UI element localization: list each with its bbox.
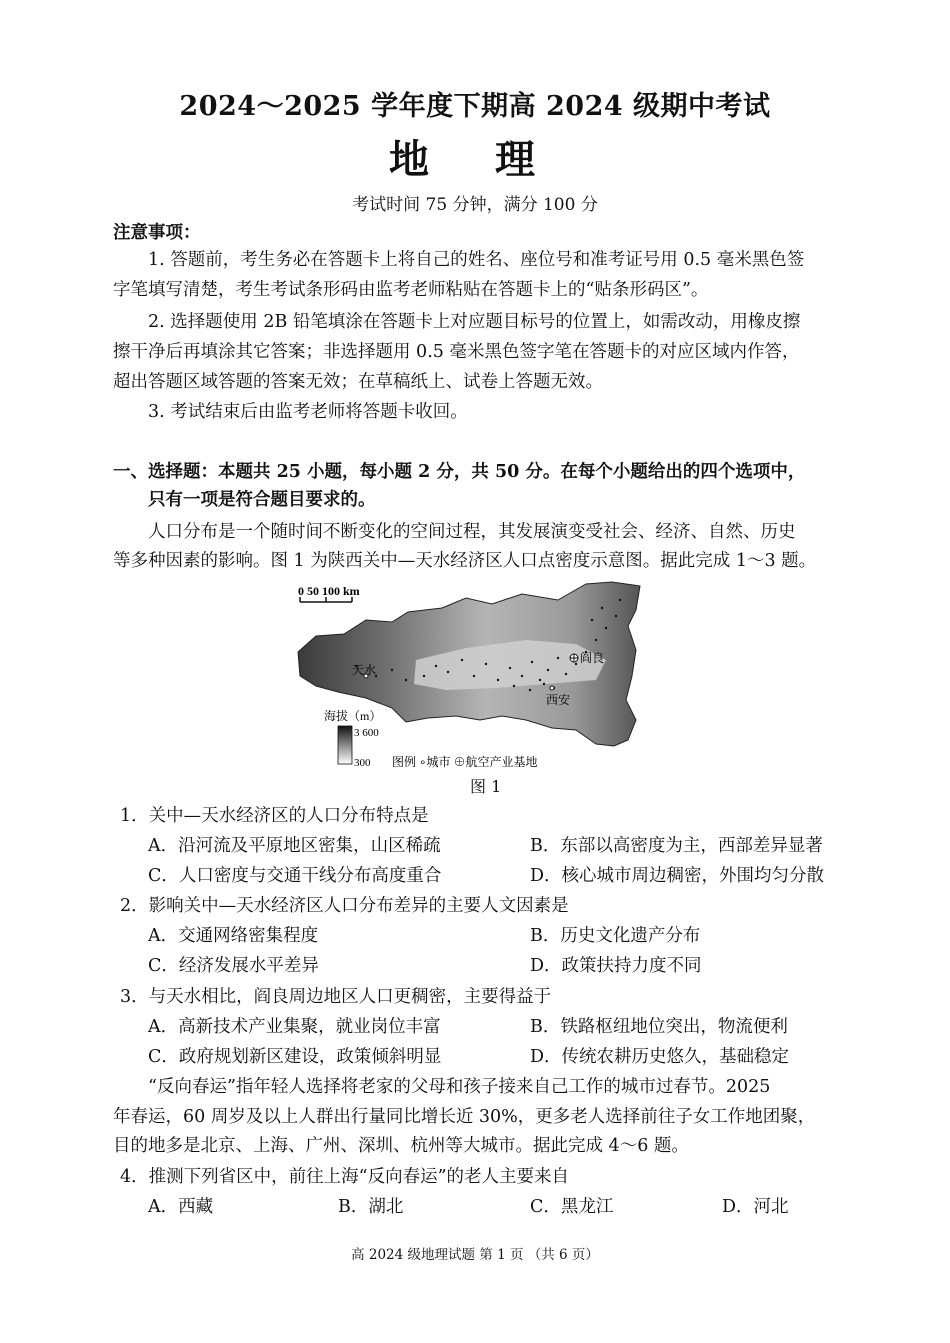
section-heading-line-2: 只有一项是符合题目要求的。 [148,490,376,510]
notice-heading: 注意事项： [113,223,201,243]
figure-caption: 图 1 [470,777,502,796]
svg-text:阎良: 阎良 [580,651,605,665]
section-heading-line-1: 一、选择题：本题共 25 小题，每小题 2 分，共 50 分。在每个小题给出的四个选项中， [113,462,806,482]
notice-line-3: 2. 选择题使用 2B 铅笔填涂在答题卡上对应题目标号的位置上，如需改动，用橡皮擦 [148,312,801,332]
notice-line-5: 超出答题区域答题的答案无效；在草稿纸上、试卷上答题无效。 [113,372,603,392]
notice-line-6: 3. 考试结束后由监考老师将答题卡收回。 [148,402,468,422]
map-legend: 图例 ∘城市 ⊕航空产业基地 [392,755,538,769]
svg-text:天水: 天水 [352,663,377,677]
exam-title: 2024～2025 学年度下期高 2024 级期中考试 [179,91,771,122]
subject-title: 地 理 [389,136,561,183]
question-2-stem: 2．影响关中—天水经济区人口分布差异的主要人文因素是 [120,896,569,916]
exam-info: 考试时间 75 分钟，满分 100 分 [352,195,598,215]
question-3-option-b: B．铁路枢纽地位突出，物流便利 [530,1017,788,1037]
question-4-stem: 4．推测下列省区中，前往上海“反向春运”的老人主要来自 [120,1167,570,1187]
question-2-option-d: D．政策扶持力度不同 [530,956,702,976]
passage2-line-2: 年春运，60 周岁及以上人群出行量同比增长近 30%，更多老人选择前往子女工作地团聚， [113,1107,816,1127]
city-tianshui [352,662,376,678]
question-1-option-d: D．核心城市周边稠密，外围均匀分散 [530,866,825,886]
notice-line-2: 字笔填写清楚，考生考试条形码由监考老师粘贴在答题卡上的“贴条形码区”。 [113,280,709,300]
notice-line-4: 擦干净后再填涂其它答案；非选择题用 0.5 毫米黑色签字笔在答题卡的对应区域内作答， [113,342,800,362]
svg-text:西安: 西安 [546,693,571,707]
question-3-option-c: C．政府规划新区建设，政策倾斜明显 [148,1047,442,1067]
passage2-line-1: “反向春运”指年轻人选择将老家的父母和孩子接来自己工作的城市过春节。2025 [148,1077,771,1097]
question-2-option-a: A．交通网络密集程度 [148,926,319,946]
passage1-line-1: 人口分布是一个随时间不断变化的空间过程，其发展演变受社会、经济、自然、历史 [148,522,796,542]
question-1-option-c: C．人口密度与交通干线分布高度重合 [148,866,442,886]
svg-text:海拔（m）: 海拔（m） [324,709,382,723]
svg-text:3 600: 3 600 [354,727,379,739]
scale-label: 0 50 100 km [298,584,360,598]
page-footer: 高 2024 级地理试题 第 1 页 （共 6 页） [351,1247,599,1263]
notice-line-1: 1. 答题前，考生务必在答题卡上将自己的姓名、座位号和准考证号用 0.5 毫米黑色签 [148,250,805,270]
population-density-map [296,580,644,770]
question-3-option-d: D．传统农耕历史悠久，基础稳定 [530,1047,790,1067]
question-3-stem: 3．与天水相比，阎良周边地区人口更稠密，主要得益于 [120,987,552,1007]
question-1-stem: 1．关中—天水经济区的人口分布特点是 [120,806,429,826]
question-4-option-b: B．湖北 [338,1197,404,1217]
question-4-option-c: C．黑龙江 [530,1197,614,1217]
passage1-line-2: 等多种因素的影响。图 1 为陕西关中—天水经济区人口点密度示意图。据此完成 1～3 题。 [113,551,817,571]
passage2-line-3: 目的地多是北京、上海、广州、深圳、杭州等大城市。据此完成 4～6 题。 [113,1136,689,1156]
svg-text:300: 300 [354,757,371,769]
question-2-option-b: B．历史文化遗产分布 [530,926,701,946]
question-4-option-d: D．河北 [722,1197,789,1217]
question-4-option-a: A．西藏 [148,1197,214,1217]
question-2-option-c: C．经济发展水平差异 [148,956,319,976]
question-1-option-a: A．沿河流及平原地区密集，山区稀疏 [148,836,441,856]
question-3-option-a: A．高新技术产业集聚，就业岗位丰富 [148,1017,441,1037]
scale-bar [298,584,360,602]
question-1-option-b: B．东部以高密度为主，西部差异显著 [530,836,823,856]
